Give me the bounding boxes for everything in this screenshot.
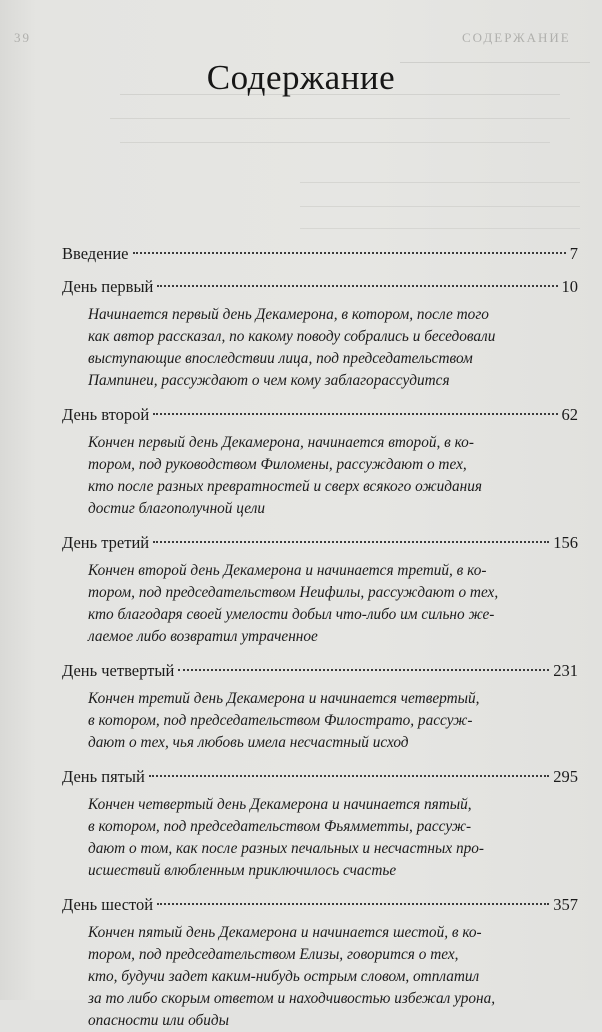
- toc-entry-introduction: [62, 242, 578, 266]
- toc-entry-heading: [62, 765, 578, 789]
- description-line: Кончен пятый день Декамерона и начинается шестой, в ко-: [88, 924, 482, 941]
- toc-entry-description: [88, 794, 578, 882]
- description-line: выступающие впоследствии лица, под председательством: [88, 350, 473, 367]
- toc-entry-title[interactable]: День пятый: [62, 767, 145, 786]
- toc-entry-day-3: [62, 531, 578, 648]
- toc-entry-day-1: [62, 275, 578, 392]
- description-line: в котором, под председательством Фьямметты, рассуж-: [88, 818, 472, 835]
- dot-leader: [157, 285, 557, 287]
- toc-entry-description: [88, 304, 578, 392]
- description-line: кто, будучи задет каким-нибудь острым словом, отплатил: [88, 968, 480, 985]
- description-line: тором, под руководством Филомены, рассуждают о тех,: [88, 456, 467, 473]
- description-line: как автор рассказал, по какому поводу собрались и беседовали: [88, 328, 496, 345]
- toc-entry-page-number: 231: [553, 661, 578, 680]
- description-line: кто благодаря своей умелости добыл что-либо им сильно же-: [88, 606, 495, 623]
- toc-entry-heading: [62, 531, 578, 555]
- dot-leader: [157, 903, 549, 905]
- toc-entry-heading: [62, 242, 578, 266]
- toc-entry-description: [88, 560, 578, 648]
- description-line: исшествий влюбленным приключилось счастье: [88, 862, 397, 879]
- description-line: за то либо скорым ответом и находчивостью избежал урона,: [88, 990, 496, 1007]
- page-title: Содержание: [206, 58, 396, 97]
- toc-entry-page-number: 62: [561, 405, 578, 424]
- dot-leader: [153, 413, 557, 415]
- table-of-contents: [62, 242, 578, 1032]
- dot-leader: [149, 775, 549, 777]
- toc-entry-heading: [62, 659, 578, 683]
- toc-entry-page-number: 7: [569, 244, 578, 263]
- toc-entry-page-number: 295: [553, 767, 578, 786]
- description-line: тором, под председательством Неифилы, рассуждают о тех,: [88, 584, 499, 601]
- dot-leader: [133, 252, 566, 254]
- description-line: тором, под председательством Елизы, говорится о тех,: [88, 946, 459, 963]
- toc-entry-description: [88, 922, 578, 1032]
- toc-entry-title[interactable]: День шестой: [62, 895, 154, 914]
- toc-entry-title[interactable]: День второй: [62, 405, 150, 424]
- toc-entry-page-number: 156: [553, 533, 578, 552]
- toc-entry-description: [88, 688, 578, 754]
- toc-entry-day-6: [62, 893, 578, 1032]
- description-line: Кончен третий день Декамерона и начинается четвертый,: [88, 690, 480, 707]
- description-line: Пампинеи, рассуждают о чем кому заблагорассудится: [88, 372, 450, 389]
- toc-entry-day-2: [62, 403, 578, 520]
- description-line: достиг благополучной цели: [88, 500, 266, 517]
- toc-entry-title[interactable]: День первый: [62, 277, 154, 296]
- dot-leader: [153, 541, 549, 543]
- toc-entry-title[interactable]: День четвертый: [62, 661, 175, 680]
- toc-entry-heading: [62, 893, 578, 917]
- bleed-page-number: 39: [14, 30, 31, 45]
- description-line: Кончен четвертый день Декамерона и начинается пятый,: [88, 796, 472, 813]
- description-line: дают о том, как после разных печальных и несчастных про-: [88, 840, 485, 857]
- toc-entry-heading: [62, 275, 578, 299]
- toc-entry-title[interactable]: День третий: [62, 533, 150, 552]
- description-line: Кончен второй день Декамерона и начинается третий, в ко-: [88, 562, 487, 579]
- toc-entry-description: [88, 432, 578, 520]
- toc-entry-heading: [62, 403, 578, 427]
- description-line: дают о тех, чья любовь имела несчастный исход: [88, 734, 409, 751]
- toc-entry-page-number: 357: [553, 895, 578, 914]
- toc-entry-page-number: 10: [561, 277, 578, 296]
- toc-entry-title[interactable]: Введение: [62, 244, 129, 263]
- description-line: Кончен первый день Декамерона, начинается второй, в ко-: [88, 434, 474, 451]
- bleed-running-head: СОДЕРЖАНИЕ: [462, 30, 571, 45]
- description-line: опасности или обиды: [88, 1012, 229, 1029]
- description-line: кто после разных превратностей и сверх всякого ожидания: [88, 478, 482, 495]
- description-line: лаемое либо возвратил утраченное: [88, 628, 318, 645]
- dot-leader: [178, 669, 549, 671]
- toc-entry-day-5: [62, 765, 578, 882]
- toc-entry-day-4: [62, 659, 578, 754]
- description-line: в котором, под председательством Филострато, рассуж-: [88, 712, 473, 729]
- description-line: Начинается первый день Декамерона, в котором, после того: [88, 306, 489, 323]
